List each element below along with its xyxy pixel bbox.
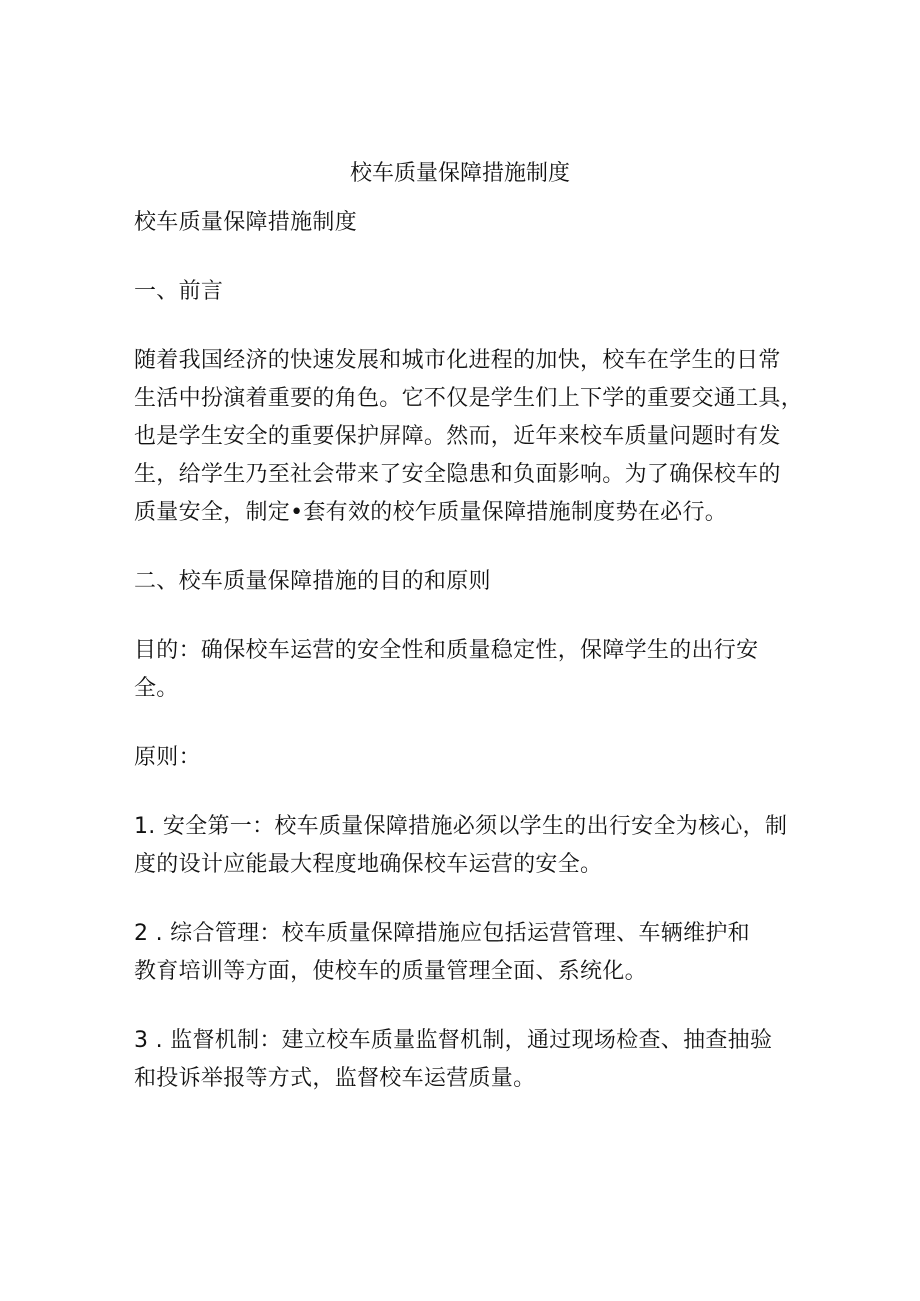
- paragraph-line: 2 . 综合管理：校车质量保障措施应包括运营管理、车辆维护和: [134, 921, 750, 946]
- paragraph-line: 和投诉举报等方式，监督校车运营质量。: [134, 1066, 536, 1091]
- preface-paragraph: [134, 342, 806, 532]
- document-body: [134, 204, 806, 1129]
- principle-item-2: [134, 915, 806, 991]
- document-title: 校车质量保障措施制度: [349, 161, 570, 186]
- paragraph-line: 目的：确保校车运营的安全性和质量稳定性，保障学生的出行安: [134, 638, 759, 663]
- goal-paragraph: [134, 632, 806, 708]
- document-subtitle: 校车质量保障措施制度: [134, 210, 358, 235]
- paragraph-line: 1. 安全第一：校车质量保障措施必须以学生的出行安全为核心，制: [134, 814, 788, 839]
- section-heading-preface: 一、前言: [134, 279, 224, 304]
- section-heading-purpose: 二、校车质量保障措施的目的和原则: [134, 569, 491, 594]
- paragraph-line: 随着我国经济的快速发展和城市化进程的加快，校车在学生的日常: [134, 348, 781, 373]
- paragraph-line: 生，给学生乃至社会带来了安全隐患和负面影响。为了确保校车的: [134, 462, 781, 487]
- principles-label: 原则：: [134, 745, 201, 770]
- paragraph-line: 3 . 监督机制：建立校车质量监督机制，通过现场检查、抽查抽验: [134, 1028, 773, 1053]
- paragraph-line: 全。: [134, 676, 179, 701]
- paragraph-line: 教育培训等方面，使校车的质量管理全面、系统化。: [134, 959, 647, 984]
- paragraph-line: 生活中扮演着重要的角色。它不仅是学生们上下学的重要交通工具，: [134, 386, 804, 411]
- paragraph-line: 质量安全，制定•套有效的校乍质量保障措施制度势在必行。: [134, 500, 728, 525]
- paragraph-line: 度的设计应能最大程度地确保校车运营的安全。: [134, 852, 603, 877]
- paragraph-line: 也是学生安全的重要保护屏障。然而，近年来校车质量问题时有发: [134, 424, 781, 449]
- principle-item-1: [134, 808, 806, 884]
- principle-item-3: [134, 1022, 806, 1098]
